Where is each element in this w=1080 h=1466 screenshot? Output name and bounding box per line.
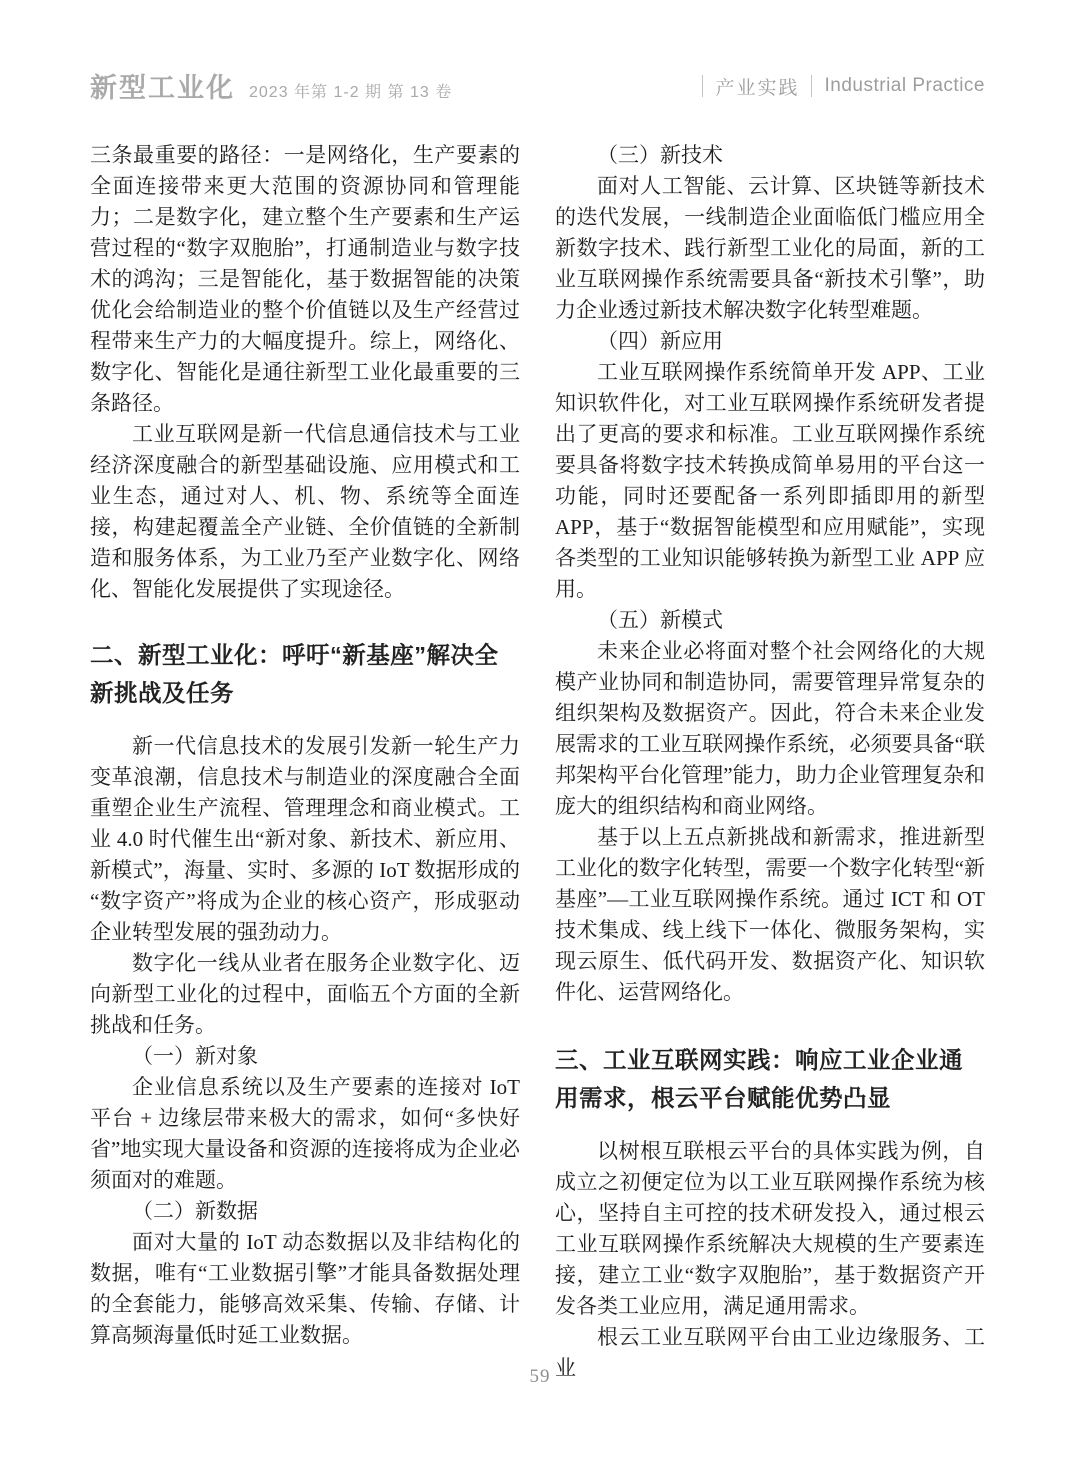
journal-title: 新型工业化 <box>90 73 235 103</box>
paragraph: 三条最重要的路径：一是网络化，生产要素的全面连接带来更大范围的资源协同和管理能力；二是数字化，建立整个生产要素和生产运营过程的“数字双胞胎”，打通制造业与数字技术的鸿沟；三是智能化，基于数据智能的决策优化会给制造业的整个价值链以及生产经营过程带来生产力的大幅度提升。综上，网络化、数字化、智能化是通往新型工业化最重要的三条路径。 <box>90 143 520 415</box>
paragraph: 基于以上五点新挑战和新需求，推进新型工业化的数字化转型，需要一个数字化转型“新基座”—工业互联网操作系统。通过 ICT 和 OT 技术集成、线上线下一体化、微服务架构，实现云原生、低代码开发、数据资产化、知识软件化、运营网络化。 <box>555 825 985 1004</box>
paragraph: 以树根互联根云平台的具体实践为例，自成立之初便定位为以工业互联网操作系统为核心，坚持自主可控的技术研发投入，通过根云工业互联网操作系统解决大规模的生产要素连接，建立工业“数字双胞胎”，基于数据资产开发各类工业应用，满足通用需求。 <box>555 1139 985 1318</box>
paragraph: 未来企业必将面对整个社会网络化的大规模产业协同和制造协同，需要管理异常复杂的组织架构及数据资产。因此，符合未来企业发展需求的工业互联网操作系统，必须要具备“联邦架构平台化管理”能力，助力企业管理复杂和庞大的组织结构和商业网络。 <box>555 639 985 818</box>
page-number: 59 <box>529 1366 551 1387</box>
header-right <box>702 73 985 100</box>
divider-bar <box>811 75 812 97</box>
paragraph: 根云工业互联网平台由工业边缘服务、工业 <box>555 1325 985 1380</box>
section-heading-3: 三、工业互联网实践：响应工业企业通用需求，根云平台赋能优势凸显 <box>555 1047 963 1111</box>
page-header <box>90 66 985 105</box>
section-heading-2: 二、新型工业化：呼吁“新基座”解决全新挑战及任务 <box>90 642 499 706</box>
article-body <box>90 140 985 1384</box>
paragraph: 面对大量的 IoT 动态数据以及非结构化的数据，唯有“工业数据引擎”才能具备数据处理的全套能力，能够高效采集、传输、存储、计算高频海量低时延工业数据。 <box>90 1230 520 1347</box>
subsection-heading: （二）新数据 <box>132 1199 258 1223</box>
subsection-heading: （三）新技术 <box>597 143 723 167</box>
paragraph: 新一代信息技术的发展引发新一轮生产力变革浪潮，信息技术与制造业的深度融合全面重塑企业生产流程、管理理念和商业模式。工业 4.0 时代催生出“新对象、新技术、新应用、新模式”，海量、实时、多源的 IoT 数据形成的“数字资产”将成为企业的核心资产，形成驱动企业转型发展的强劲动力。 <box>90 734 520 944</box>
issue-info: 2023 年第 1-2 期 第 13 卷 <box>249 84 453 101</box>
subsection-heading: （四）新应用 <box>597 329 723 353</box>
paragraph: 数字化一线从业者在服务企业数字化、迈向新型工业化的过程中，面临五个方面的全新挑战和任务。 <box>90 951 520 1037</box>
right-column <box>555 140 985 1384</box>
paragraph: 工业互联网操作系统简单开发 APP、工业知识软件化，对工业互联网操作系统研发者提出了更高的要求和标准。工业互联网操作系统要具备将数字技术转换成简单易用的平台这一功能，同时还要配备一系列即插即用的新型 APP，基于“数据智能模型和应用赋能”，实现各类型的工业知识能够转换为新型工业 APP 应用。 <box>555 360 985 601</box>
column-section-title-en: Industrial Practice <box>824 75 985 96</box>
divider-bar <box>702 75 703 97</box>
paragraph: 企业信息系统以及生产要素的连接对 IoT 平台 + 边缘层带来极大的需求，如何“多快好省”地实现大量设备和资源的连接将成为企业必须面对的难题。 <box>90 1075 520 1192</box>
paragraph: 面对人工智能、云计算、区块链等新技术的迭代发展，一线制造企业面临低门槛应用全新数字技术、践行新型工业化的局面，新的工业互联网操作系统需要具备“新技术引擎”，助力企业透过新技术解决数字化转型难题。 <box>555 174 985 322</box>
subsection-heading: （五）新模式 <box>597 608 723 632</box>
subsection-heading: （一）新对象 <box>132 1044 258 1068</box>
page-footer <box>0 1366 1080 1388</box>
column-section-title-cn: 产业实践 <box>715 77 800 99</box>
left-column <box>90 140 520 1384</box>
header-left <box>90 66 452 105</box>
paragraph: 工业互联网是新一代信息通信技术与工业经济深度融合的新型基础设施、应用模式和工业生态，通过对人、机、物、系统等全面连接，构建起覆盖全产业链、全价值链的全新制造和服务体系，为工业乃至产业数字化、网络化、智能化发展提供了实现途径。 <box>90 422 520 601</box>
